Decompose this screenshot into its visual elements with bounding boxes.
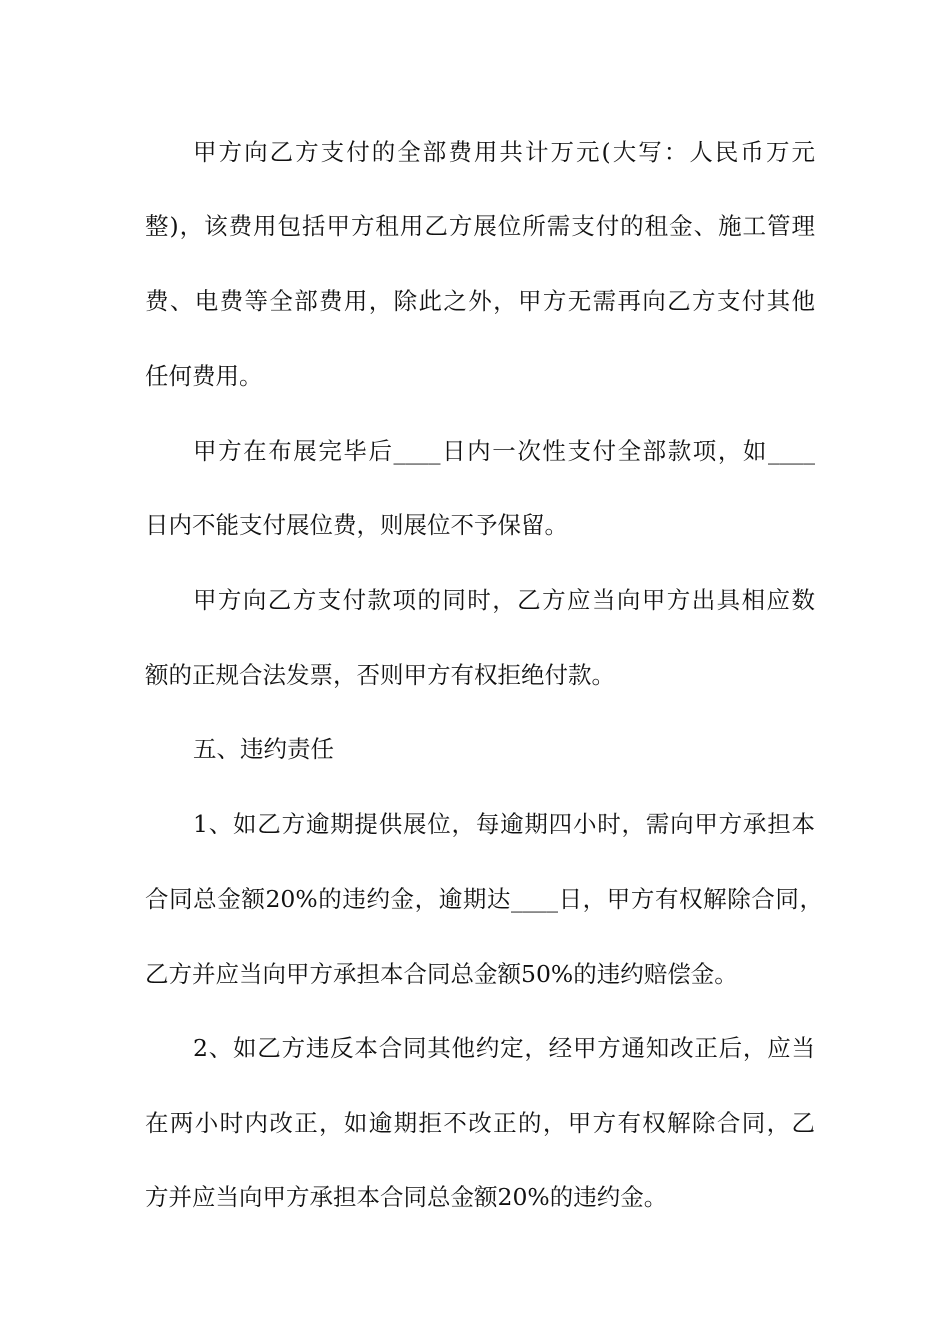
- paragraph-line: 整)，该费用包括甲方租用乙方展位所需支付的租金、施工管理: [145, 212, 815, 240]
- paragraph-line: 甲方在布展完毕后____日内一次性支付全部款项，如____: [193, 437, 815, 465]
- paragraph-line: 2、如乙方违反本合同其他约定，经甲方通知改正后，应当: [193, 1034, 815, 1062]
- paragraph-line: 乙方并应当向甲方承担本合同总金额50%的违约赔偿金。: [145, 960, 738, 988]
- paragraph-line: 1、如乙方逾期提供展位，每逾期四小时，需向甲方承担本: [193, 810, 815, 838]
- paragraph-line: 任何费用。: [145, 362, 263, 390]
- paragraph-line: 日内不能支付展位费，则展位不予保留。: [145, 511, 568, 539]
- paragraph-line: 方并应当向甲方承担本合同总金额20%的违约金。: [145, 1183, 668, 1211]
- paragraph-line: 甲方向乙方支付的全部费用共计万元(大写：人民币万元: [193, 138, 815, 166]
- paragraph-line: 甲方向乙方支付款项的同时，乙方应当向甲方出具相应数: [193, 586, 815, 614]
- paragraph-line: 额的正规合法发票，否则甲方有权拒绝付款。: [145, 661, 615, 689]
- paragraph-line: 在两小时内改正，如逾期拒不改正的，甲方有权解除合同，乙: [145, 1109, 815, 1137]
- section-heading: 五、违约责任: [193, 735, 334, 763]
- paragraph-line: 合同总金额20%的违约金，逾期达____日，甲方有权解除合同，: [145, 885, 823, 913]
- paragraph-line: 费、电费等全部费用，除此之外，甲方无需再向乙方支付其他: [145, 287, 815, 315]
